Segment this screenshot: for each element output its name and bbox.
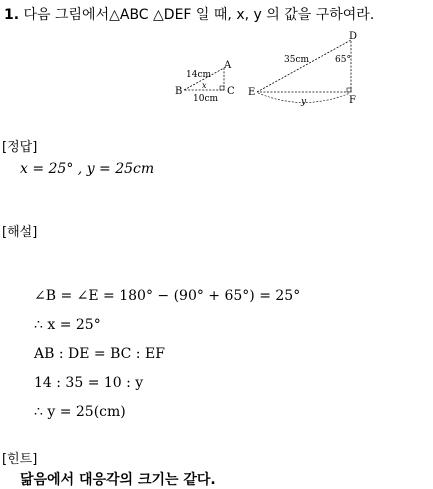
explanation-line-5: ∴ y = 25(cm) [34,404,126,420]
answer-text: x = 25° , y = 25cm [20,161,155,177]
question-text: 다음 그림에서△ABC △DEF 일 때, x, y 의 값을 구하여라. [23,7,375,23]
question-number: 1. [4,7,20,23]
label-x: x [202,81,207,90]
label-y: y [301,97,307,106]
label-a: A [224,60,232,71]
label-bc: 10cm [193,94,219,104]
explanation-line-4: 14 : 35 = 10 : y [34,375,144,391]
triangle-def [257,40,351,92]
label-d: D [349,31,358,42]
right-angle-c [220,86,224,90]
explanation-line-3: AB : DE = BC : EF [34,346,165,362]
label-65: 65° [335,55,351,65]
right-angle-f [347,88,351,92]
label-b: B [175,86,183,97]
label-f: F [349,95,356,106]
hint-text: 닮음에서 대응각의 크기는 같다. [20,472,216,488]
question [4,4,374,24]
explanation-header: [해설] [2,225,38,240]
label-de: 35cm [284,55,310,65]
explanation-line-2: ∴ x = 25° [34,317,101,333]
label-e: E [248,87,256,98]
label-c: C [227,86,235,97]
answer-header: [정답] [2,140,38,155]
label-ab: 14cm [186,70,212,80]
explanation-line-1: ∠B = ∠E = 180° − (90° + 65°) = 25° [34,288,301,304]
similar-triangles-figure [172,30,362,106]
hint-header: [힌트] [2,452,38,467]
